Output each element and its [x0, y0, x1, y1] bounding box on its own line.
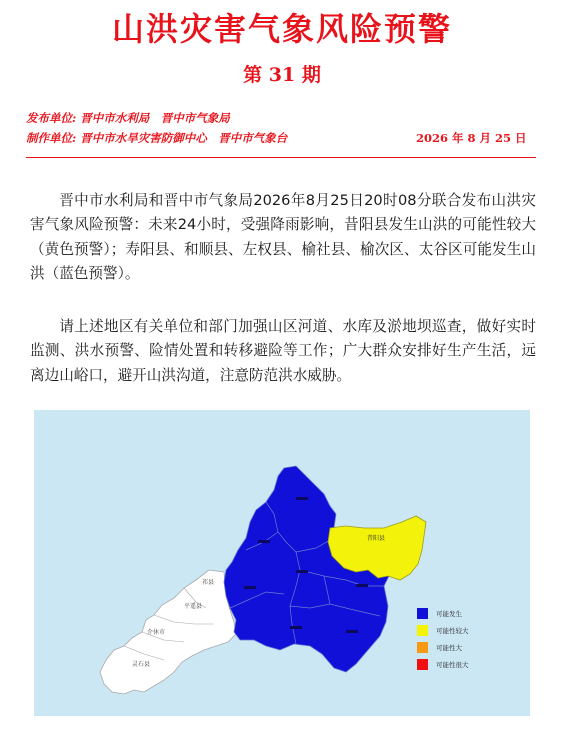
- legend-swatch-red: [417, 659, 428, 670]
- county-label-xiyang: 昔阳县: [367, 535, 386, 542]
- bulletin-title: 山洪灾害气象风险预警: [111, 10, 452, 48]
- legend-label: 可能发生: [436, 610, 462, 618]
- issue-number: 第 31 期: [243, 64, 321, 86]
- issue-date: 2026 年 8 月 25 日: [416, 131, 527, 145]
- county-label-lingshi: 灵石县: [132, 661, 151, 668]
- county-label-pingyao: 平遥县: [184, 603, 203, 610]
- legend-label: 可能性大: [436, 644, 462, 652]
- legend-item-orange: [417, 639, 497, 656]
- legend-swatch-orange: [417, 642, 428, 653]
- advice-paragraph: 请上述地区有关单位和部门加强山区河道、水库及淤地坝巡查，做好实时监测、洪水预警、险情处置和转移避险等工作；广大群众安排好生产生活，远离边山峪口，避开山洪沟道，注意防范洪水威胁。: [30, 318, 536, 384]
- producer-label: 制作单位:: [26, 131, 77, 145]
- legend-label: 可能性较大: [436, 627, 469, 635]
- producer-value: 晋中市水旱灾害防御中心 晋中市气象台: [80, 131, 288, 145]
- publisher-label: 发布单位:: [26, 111, 77, 125]
- legend-label: 可能性很大: [436, 661, 469, 669]
- map-legend: [417, 605, 497, 673]
- warning-paragraph: 晋中市水利局和晋中市气象局2026年8月25日20时08分联合发布山洪灾害气象风险预警：未来24小时，受强降雨影响，昔阳县发生山洪的可能性较大（黄色预警）；寿阳县、和顺县、左权县、榆社县、榆次区、太谷区可能发生山洪（蓝色预警）。: [30, 192, 536, 283]
- county-label-qixian: 祁县: [202, 579, 215, 586]
- header-divider: [26, 157, 536, 158]
- legend-swatch-yellow: [417, 625, 428, 636]
- legend-item-yellow: [417, 622, 497, 639]
- publisher-value: 晋中市水利局 晋中市气象局: [80, 111, 230, 125]
- county-label-jiexiu: 介休市: [147, 629, 166, 636]
- map-region-unaffected: [100, 570, 236, 694]
- publisher-line: [26, 110, 230, 126]
- legend-swatch-blue: [417, 608, 428, 619]
- producer-line: [26, 130, 527, 146]
- legend-item-red: [417, 656, 497, 673]
- legend-item-blue: [417, 605, 497, 622]
